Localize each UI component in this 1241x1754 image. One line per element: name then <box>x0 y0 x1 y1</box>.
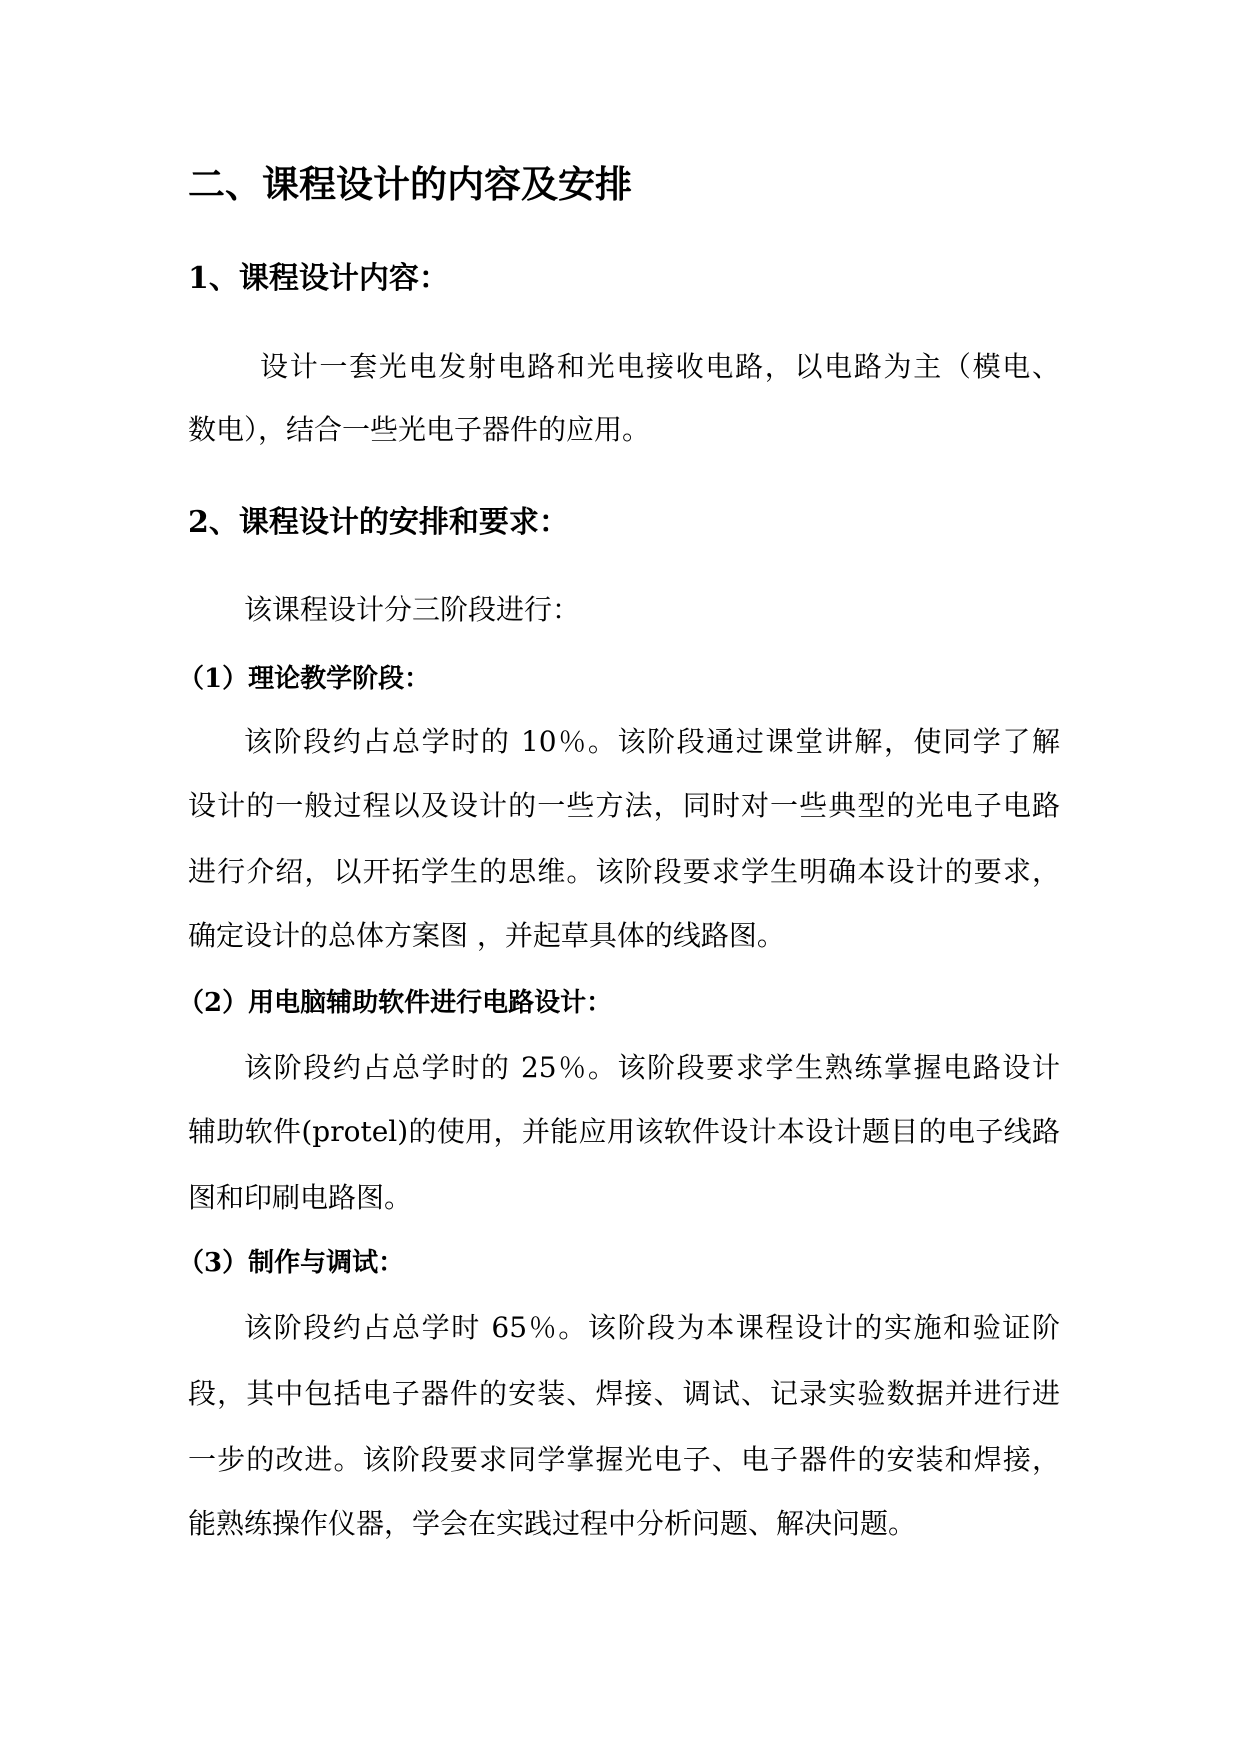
stage3-paragraph-line: 一步的改进。该阶段要求同学掌握光电子、电子器件的安装和焊接， <box>188 1443 1060 1476</box>
sub2-intro: 该课程设计分三阶段进行： <box>244 593 581 626</box>
sub2-heading: 2、课程设计的安排和要求： <box>188 505 569 540</box>
sub1-heading: 1、课程设计内容： <box>188 261 449 296</box>
section-title: 二、课程设计的内容及安排 <box>188 162 632 206</box>
stage3-paragraph-line: 能熟练操作仪器，学会在实践过程中分析问题、解决问题。 <box>188 1507 917 1540</box>
stage2-paragraph-line: 辅助软件(protel)的使用，并能应用该软件设计本设计题目的电子线路 <box>188 1115 1060 1148</box>
sub1-paragraph-line: 数电），结合一些光电子器件的应用。 <box>188 413 651 446</box>
stage1-heading: （1）理论教学阶段： <box>178 664 431 694</box>
stage1-paragraph-line: 设计的一般过程以及设计的一些方法，同时对一些典型的光电子电路 <box>188 789 1060 822</box>
stage1-paragraph-line: 进行介绍，以开拓学生的思维。该阶段要求学生明确本设计的要求， <box>188 855 1060 888</box>
sub1-paragraph-line: 设计一套光电发射电路和光电接收电路，以电路为主（模电、 <box>260 350 1060 383</box>
stage2-paragraph-line: 图和印刷电路图。 <box>188 1181 413 1214</box>
stage1-paragraph-line: 确定设计的总体方案图 ，并起草具体的线路图。 <box>188 919 785 952</box>
stage1-paragraph-line: 该阶段约占总学时的 10％。该阶段通过课堂讲解，使同学了解 <box>244 725 1060 758</box>
stage2-heading: （2）用电脑辅助软件进行电路设计： <box>178 988 613 1018</box>
stage3-paragraph-line: 该阶段约占总学时 65％。该阶段为本课程设计的实施和验证阶 <box>244 1311 1060 1344</box>
stage2-paragraph-line: 该阶段约占总学时的 25％。该阶段要求学生熟练掌握电路设计 <box>244 1051 1060 1084</box>
stage3-paragraph-line: 段，其中包括电子器件的安装、焊接、调试、记录实验数据并进行进 <box>188 1377 1060 1410</box>
stage3-heading: （3）制作与调试： <box>178 1248 405 1278</box>
